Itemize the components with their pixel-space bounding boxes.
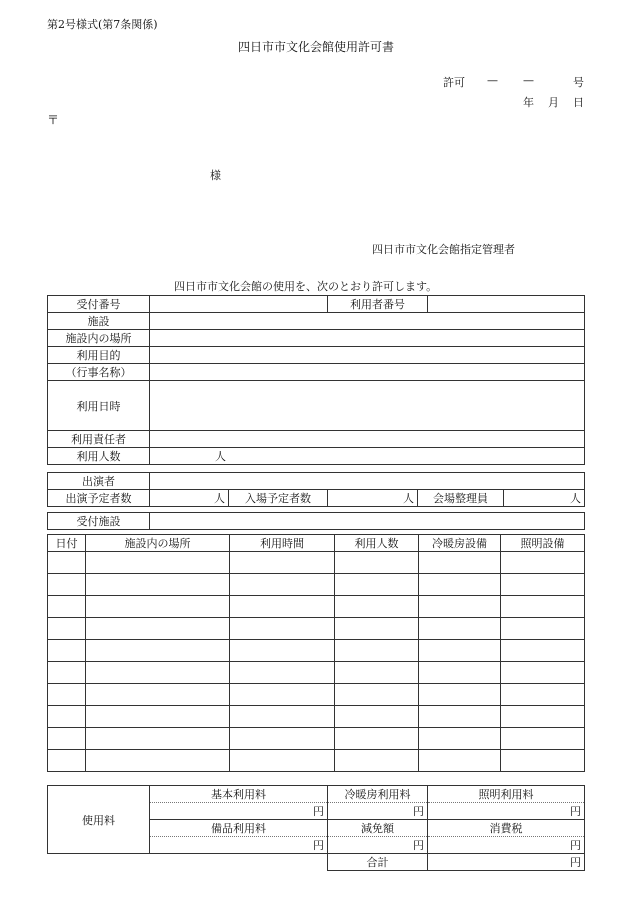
lighting-fee-label: 照明利用料 bbox=[428, 786, 585, 803]
honorific: 様 bbox=[210, 169, 221, 182]
equipment-fee-value bbox=[150, 837, 328, 854]
issuer: 四日市市文化会館指定管理者 bbox=[372, 243, 515, 256]
schedule-cell-date bbox=[48, 750, 86, 772]
facility-value bbox=[150, 313, 585, 330]
total-label: 合計 bbox=[328, 854, 428, 871]
schedule-header-headcount: 利用人数 bbox=[335, 535, 419, 552]
schedule-cell-date bbox=[48, 706, 86, 728]
schedule-cell-lighting bbox=[501, 596, 585, 618]
schedule-cell-lighting bbox=[501, 552, 585, 574]
purpose-value bbox=[150, 347, 585, 364]
total-value bbox=[428, 854, 585, 871]
schedule-cell-aircon bbox=[419, 574, 501, 596]
expected-performers-unit: 人 bbox=[214, 492, 225, 505]
reception-facility-table bbox=[47, 512, 585, 530]
date-month: 月 bbox=[548, 96, 559, 109]
reception-number-value bbox=[150, 296, 328, 313]
responsible-value bbox=[150, 431, 585, 448]
headcount-value bbox=[150, 448, 585, 465]
performer-label: 出演者 bbox=[48, 473, 150, 490]
equipment-fee-label: 備品利用料 bbox=[150, 820, 328, 837]
schedule-cell-aircon bbox=[419, 706, 501, 728]
schedule-cell-time bbox=[230, 706, 335, 728]
expected-performers-value bbox=[150, 490, 229, 507]
schedule-cell-aircon bbox=[419, 640, 501, 662]
staff-label: 会場整理員 bbox=[418, 490, 504, 507]
schedule-header-lighting: 照明設備 bbox=[501, 535, 585, 552]
schedule-cell-headcount bbox=[335, 552, 419, 574]
schedule-cell-location bbox=[86, 706, 230, 728]
schedule-cell-lighting bbox=[501, 750, 585, 772]
schedule-cell-aircon bbox=[419, 662, 501, 684]
schedule-cell-time bbox=[230, 728, 335, 750]
schedule-cell-date bbox=[48, 684, 86, 706]
schedule-cell-location bbox=[86, 574, 230, 596]
page-title: 四日市市文化会館使用許可書 bbox=[238, 40, 395, 54]
expected-visitors-unit: 人 bbox=[403, 492, 414, 505]
schedule-cell-date bbox=[48, 596, 86, 618]
datetime-value bbox=[150, 381, 585, 431]
schedule-cell-location bbox=[86, 596, 230, 618]
form-number: 第2号様式(第7条関係) bbox=[47, 18, 158, 31]
schedule-cell-aircon bbox=[419, 618, 501, 640]
fee-table bbox=[47, 785, 585, 854]
schedule-cell-location bbox=[86, 684, 230, 706]
schedule-cell-location bbox=[86, 618, 230, 640]
schedule-cell-aircon bbox=[419, 684, 501, 706]
location-label: 施設内の場所 bbox=[48, 330, 150, 347]
expected-visitors-value bbox=[328, 490, 418, 507]
equipment-fee-yen: 円 bbox=[313, 839, 324, 852]
basic-fee-label: 基本利用料 bbox=[150, 786, 328, 803]
reception-facility-label: 受付施設 bbox=[48, 513, 150, 530]
table-row bbox=[48, 574, 585, 596]
schedule-cell-time bbox=[230, 618, 335, 640]
schedule-cell-time bbox=[230, 684, 335, 706]
permit-label: 許可 bbox=[443, 76, 465, 89]
table-row bbox=[48, 684, 585, 706]
schedule-cell-headcount bbox=[335, 618, 419, 640]
schedule-cell-time bbox=[230, 596, 335, 618]
aircon-fee-value bbox=[328, 803, 428, 820]
tax-label: 消費税 bbox=[428, 820, 585, 837]
schedule-cell-date bbox=[48, 728, 86, 750]
purpose-label: 利用目的 bbox=[48, 347, 150, 364]
schedule-cell-location bbox=[86, 640, 230, 662]
schedule-cell-lighting bbox=[501, 684, 585, 706]
schedule-cell-location bbox=[86, 728, 230, 750]
schedule-cell-headcount bbox=[335, 728, 419, 750]
schedule-cell-date bbox=[48, 640, 86, 662]
schedule-cell-lighting bbox=[501, 662, 585, 684]
reception-facility-value bbox=[150, 513, 585, 530]
schedule-cell-date bbox=[48, 552, 86, 574]
schedule-cell-date bbox=[48, 618, 86, 640]
schedule-cell-lighting bbox=[501, 618, 585, 640]
headcount-unit: 人 bbox=[215, 450, 226, 463]
event-name-value bbox=[150, 364, 585, 381]
event-name-label: （行事名称） bbox=[48, 364, 150, 381]
schedule-header-aircon: 冷暖房設備 bbox=[419, 535, 501, 552]
reduction-value bbox=[328, 837, 428, 854]
schedule-cell-headcount bbox=[335, 596, 419, 618]
permit-number-suffix: 号 bbox=[573, 76, 584, 89]
date-day: 日 bbox=[573, 96, 584, 109]
schedule-cell-location bbox=[86, 662, 230, 684]
schedule-cell-time bbox=[230, 662, 335, 684]
lighting-fee-value bbox=[428, 803, 585, 820]
lighting-fee-yen: 円 bbox=[570, 805, 581, 818]
table-row bbox=[48, 728, 585, 750]
schedule-cell-headcount bbox=[335, 574, 419, 596]
postal-mark: 〒 bbox=[47, 113, 60, 127]
schedule-cell-lighting bbox=[501, 640, 585, 662]
datetime-label: 利用日時 bbox=[48, 381, 150, 431]
performers-table bbox=[47, 472, 585, 507]
schedule-cell-headcount bbox=[335, 662, 419, 684]
table-row bbox=[48, 596, 585, 618]
tax-value bbox=[428, 837, 585, 854]
schedule-cell-headcount bbox=[335, 750, 419, 772]
reduction-label: 減免額 bbox=[328, 820, 428, 837]
schedule-header-date: 日付 bbox=[48, 535, 86, 552]
table-row bbox=[48, 618, 585, 640]
schedule-cell-headcount bbox=[335, 640, 419, 662]
main-info-table bbox=[47, 295, 585, 465]
table-row bbox=[48, 662, 585, 684]
performer-value bbox=[150, 473, 585, 490]
total-table bbox=[327, 853, 585, 871]
expected-performers-label: 出演予定者数 bbox=[48, 490, 150, 507]
reduction-yen: 円 bbox=[413, 839, 424, 852]
table-row bbox=[48, 552, 585, 574]
staff-value bbox=[504, 490, 585, 507]
schedule-cell-time bbox=[230, 640, 335, 662]
table-row bbox=[48, 750, 585, 772]
schedule-cell-lighting bbox=[501, 728, 585, 750]
aircon-fee-yen: 円 bbox=[413, 805, 424, 818]
user-number-label: 利用者番号 bbox=[328, 296, 428, 313]
facility-label: 施設 bbox=[48, 313, 150, 330]
user-number-value bbox=[428, 296, 585, 313]
schedule-cell-time bbox=[230, 750, 335, 772]
permit-dash-2: — bbox=[523, 74, 534, 87]
schedule-table bbox=[47, 534, 585, 772]
location-value bbox=[150, 330, 585, 347]
schedule-cell-time bbox=[230, 552, 335, 574]
permit-dash-1: — bbox=[487, 74, 498, 87]
staff-unit: 人 bbox=[570, 492, 582, 505]
fee-label: 使用料 bbox=[48, 786, 150, 854]
schedule-cell-aircon bbox=[419, 728, 501, 750]
responsible-label: 利用責任者 bbox=[48, 431, 150, 448]
schedule-cell-aircon bbox=[419, 596, 501, 618]
table-row bbox=[48, 640, 585, 662]
aircon-fee-label: 冷暖房利用料 bbox=[328, 786, 428, 803]
expected-visitors-label: 入場予定者数 bbox=[229, 490, 328, 507]
total-yen: 円 bbox=[570, 856, 581, 869]
schedule-cell-aircon bbox=[419, 552, 501, 574]
headcount-label: 利用人数 bbox=[48, 448, 150, 465]
schedule-cell-date bbox=[48, 662, 86, 684]
date-year: 年 bbox=[523, 96, 534, 109]
tax-yen: 円 bbox=[570, 839, 581, 852]
basic-fee-value bbox=[150, 803, 328, 820]
schedule-cell-headcount bbox=[335, 706, 419, 728]
reception-number-label: 受付番号 bbox=[48, 296, 150, 313]
schedule-cell-time bbox=[230, 574, 335, 596]
schedule-cell-lighting bbox=[501, 574, 585, 596]
schedule-cell-date bbox=[48, 574, 86, 596]
intro-text: 四日市市文化会館の使用を、次のとおり許可します。 bbox=[174, 280, 438, 293]
schedule-cell-headcount bbox=[335, 684, 419, 706]
basic-fee-yen: 円 bbox=[313, 805, 324, 818]
schedule-cell-location bbox=[86, 552, 230, 574]
schedule-cell-aircon bbox=[419, 750, 501, 772]
table-row bbox=[48, 706, 585, 728]
schedule-cell-lighting bbox=[501, 706, 585, 728]
schedule-header-location: 施設内の場所 bbox=[86, 535, 230, 552]
schedule-header-time: 利用時間 bbox=[230, 535, 335, 552]
schedule-cell-location bbox=[86, 750, 230, 772]
